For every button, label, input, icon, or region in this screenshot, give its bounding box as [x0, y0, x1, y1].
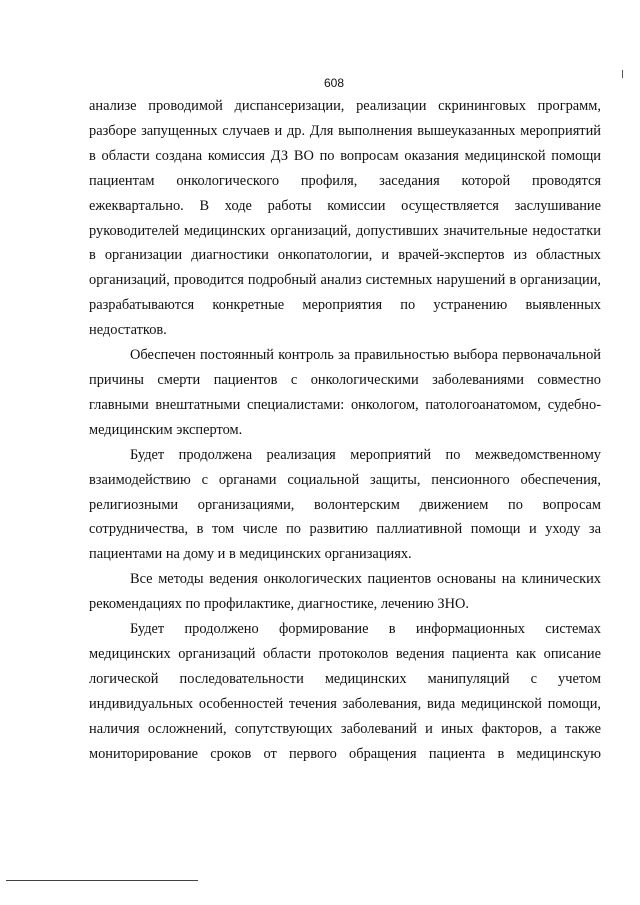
document-body	[89, 94, 601, 766]
paragraph-interagency-cooperation: Будет продолжена реализация мероприятий по межведомственному взаимодействию с органами социальной защиты, пенсионного обеспечения, религиозными организациями, волонтерским движением по вопросам сотрудничества, в том числе по развитию паллиативной помощи и уходу за пациентами на дому и в медицинских организациях.	[89, 446, 601, 563]
paragraph-cause-of-death-control: Обеспечен постоянный контроль за правильностью выбора первоначальной причины смерти пациентов с онкологическими заболеваниями совместно главными внештатными специалистами: онкологом, патологоанатомом, судебно-медицинским экспертом.	[89, 347, 601, 438]
paragraph-commission-work: анализе проводимой диспансеризации, реализации скрининговых программ, разборе запущенных случаев и др. Для выполнения вышеуказанных мероприятий в области создана комиссия ДЗ ВО по вопросам оказания медицинской помощи пациентам онкологического профиля, заседания которой проводятся ежеквартально. В ходе работы комиссии осуществляется заслушивание руководителей медицинских организаций, допустивших значительные недостатки в организации диагностики онкопатологии, и врачей-экспертов из областных организаций, проводится подробный анализ системных нарушений в организации, разрабатываются конкретные мероприятия по устранению выявленных недостатков.	[89, 98, 601, 339]
paragraph-clinical-guidelines: Все методы ведения онкологических пациентов основаны на клинических рекомендациях по профилактике, диагностике, лечению ЗНО.	[89, 571, 601, 613]
paragraph-treatment-protocols: Будет продолжено формирование в информационных системах медицинских организаций области протоколов ведения пациента как описание логической последовательности медицинских манипуляций с учетом индивидуальных особенностей течения заболевания, вида медицинской помощи, наличия осложнений, сопутствующих заболеваний и иных факторов, а также мониторирование сроков от первого обращения пациента в медицинскую	[89, 621, 601, 762]
footnote-divider	[6, 880, 198, 881]
page-number: 608	[323, 76, 345, 90]
